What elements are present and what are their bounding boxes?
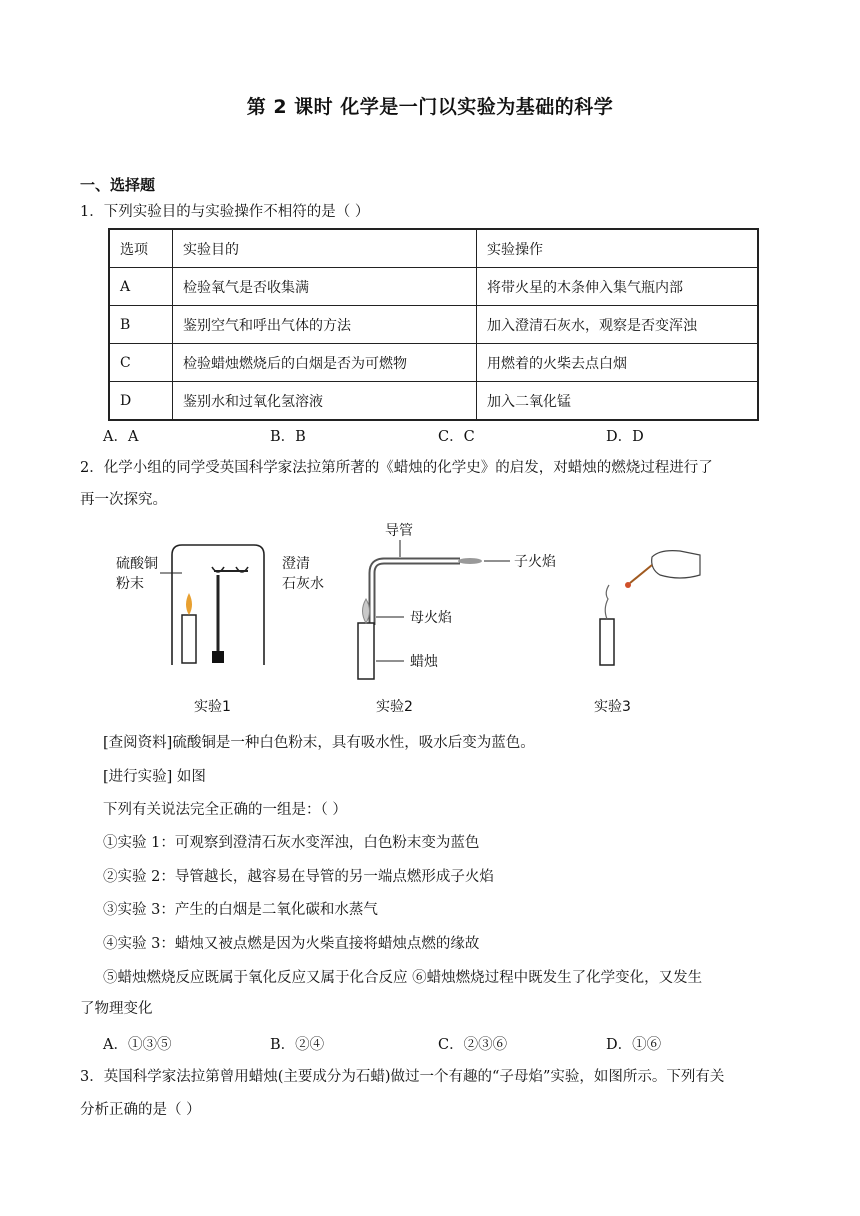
- table-cell: C: [109, 344, 173, 382]
- table-cell: 鉴别水和过氧化氢溶液: [173, 382, 477, 421]
- q1-choice-a[interactable]: A．A: [103, 429, 139, 445]
- table-row: [109, 306, 758, 344]
- label-clear: 澄清: [282, 556, 310, 572]
- caption-exp3: 实验3: [594, 699, 631, 715]
- table-header-row: [109, 229, 758, 268]
- q3-stem-line1: 3．英国科学家法拉第曾用蜡烛(主要成分为石蜡)做过一个有趣的“子母焰”实验，如图所示。下列有关: [80, 1069, 725, 1085]
- table-cell: A: [109, 268, 173, 306]
- q2-statement-3: ③实验 3：产生的白烟是二氧化碳和水蒸气: [103, 902, 378, 918]
- caption-exp1: 实验1: [194, 699, 231, 715]
- q2-statement-4: ④实验 3：蜡烛又被点燃是因为火柴直接将蜡烛点燃的缘故: [103, 936, 480, 952]
- flame-1: [186, 593, 192, 615]
- header-cell: 实验目的: [173, 229, 477, 268]
- q1-choice-b[interactable]: B．B: [270, 429, 306, 445]
- mother-flame: [363, 599, 370, 623]
- q2-stem-line2: 再一次探究。: [80, 492, 167, 508]
- candle-1: [182, 615, 196, 663]
- table-row: [109, 382, 758, 421]
- page-title: 第 2 课时 化学是一门以实验为基础的科学: [246, 96, 614, 118]
- table-cell: 加入二氧化锰: [477, 382, 759, 421]
- table-row: [109, 268, 758, 306]
- section-heading: 一、选择题: [80, 176, 156, 194]
- child-flame: [458, 558, 482, 564]
- table-row: [109, 344, 758, 382]
- caption-exp2: 实验2: [376, 699, 413, 715]
- table-cell: 检验氧气是否收集满: [173, 268, 477, 306]
- q2-choice-c[interactable]: C．②③⑥: [438, 1037, 508, 1053]
- q3-stem-line2: 分析正确的是（ ）: [80, 1102, 201, 1118]
- q2-ask: 下列有关说法完全正确的一组是：（ ）: [103, 802, 347, 818]
- q2-choice-a[interactable]: A．①③⑤: [103, 1037, 172, 1053]
- q2-statement-5-6: ⑤蜡烛燃烧反应既属于氧化反应又属于化合反应 ⑥蜡烛燃烧过程中既发生了化学变化，又发生: [103, 970, 703, 986]
- table-cell: B: [109, 306, 173, 344]
- label-limewater: 石灰水: [282, 576, 324, 592]
- q2-info: [查阅资料]硫酸铜是一种白色粉末，具有吸水性，吸水后变为蓝色。: [103, 735, 535, 751]
- table-cell: D: [109, 382, 173, 421]
- table-cell: 用燃着的火柴去点白烟: [477, 344, 759, 382]
- table-cell: 加入澄清石灰水，观察是否变浑浊: [477, 306, 759, 344]
- table-cell: 将带火星的木条伸入集气瓶内部: [477, 268, 759, 306]
- table-cell: 鉴别空气和呼出气体的方法: [173, 306, 477, 344]
- q2-statement-2: ②实验 2：导管越长，越容易在导管的另一端点燃形成子火焰: [103, 869, 494, 885]
- q2-stem-line1: 2．化学小组的同学受英国科学家法拉第所著的《蜡烛的化学史》的启发，对蜡烛的燃烧过程进行了: [80, 460, 713, 476]
- q2-choice-d[interactable]: D．①⑥: [606, 1037, 662, 1053]
- match-stick: [630, 565, 652, 583]
- q1-table: [108, 228, 759, 421]
- q2-statement-1: ①实验 1：可观察到澄清石灰水变浑浊，白色粉末变为蓝色: [103, 835, 480, 851]
- label-candle: 蜡烛: [410, 654, 438, 670]
- q1-choice-c[interactable]: C．C: [438, 429, 475, 445]
- q2-choice-b[interactable]: B．②④: [270, 1037, 325, 1053]
- stand-base: [212, 651, 224, 663]
- table-cell: 检验蜡烛燃烧后的白烟是否为可燃物: [173, 344, 477, 382]
- match-flame: [625, 582, 631, 588]
- q2-experiment-figure: [100, 515, 720, 720]
- q1-choice-d[interactable]: D．D: [606, 429, 644, 445]
- candle-2: [358, 623, 374, 679]
- candle-3: [600, 619, 614, 665]
- q2-statement-6-cont: 了物理变化: [80, 1001, 153, 1017]
- q2-doing: [进行实验] 如图: [103, 769, 206, 785]
- label-powder: 粉末: [116, 576, 144, 592]
- header-cell: 选项: [109, 229, 173, 268]
- label-child-flame: 子火焰: [514, 554, 556, 570]
- q1-stem: 1．下列实验目的与实验操作不相符的是（ ）: [80, 204, 370, 220]
- hand-icon: [652, 551, 700, 578]
- white-smoke: [605, 585, 609, 619]
- label-mother-flame: 母火焰: [410, 610, 452, 626]
- label-copper-sulfate: 硫酸铜: [116, 556, 158, 572]
- label-tube: 导管: [385, 523, 413, 539]
- header-cell: 实验操作: [477, 229, 759, 268]
